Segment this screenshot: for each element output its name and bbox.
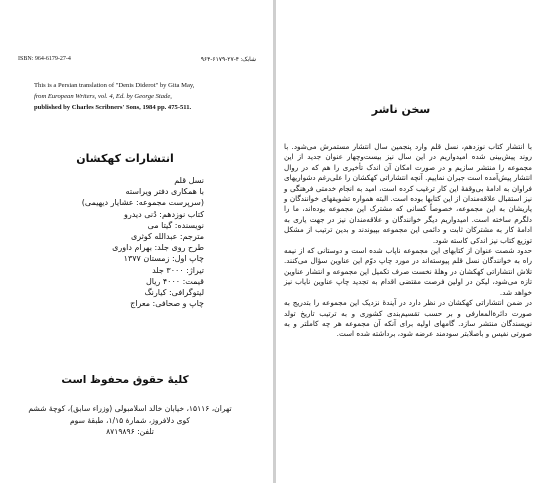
rights-reserved: کلیهٔ حقوق محفوظ است bbox=[61, 374, 189, 386]
colophon-line: مترجم: عبدالله کوثری bbox=[131, 232, 204, 242]
colophon-line: چاپ اول: زمستان ۱۳۷۷ bbox=[123, 254, 204, 264]
colophon-line: چاپ و صحافی: معراج bbox=[130, 299, 204, 309]
isbn-persian: شابک: ۴-۲۷-۶۱۷۹-۹۶۴ bbox=[200, 57, 256, 63]
credit-line: This is a Persian translation of "Denis Diderot" by Gita May, bbox=[34, 82, 195, 89]
colophon-line: کتاب نوزدهم: دُنی دیدرو bbox=[123, 209, 204, 219]
foreword-paragraph: در ضمن انتشاراتی کهکشان در نظر دارد در آیندهٔ نزدیک این مجموعه را بتدریج به صورت دائرةالمعارفی و بر حسب تقسیم‌بندی کشوری و به ترتیب تاریخ تولد نویسندگان منتشر سازد. گامهای اولیه برای آنکه آن مجموعه هر چه کاملتر و به صورتی نفیس و باصلابتر سودمند عرضه شود، برداشته شده است. bbox=[284, 298, 532, 339]
publisher-address bbox=[16, 403, 244, 438]
colophon-line: (سرپرست مجموعه: عشایار دیهیمی) bbox=[81, 198, 204, 208]
colophon-line: طرح روی جلد: بهرام داوری bbox=[112, 243, 204, 253]
isbn-line bbox=[18, 56, 256, 63]
foreword-paragraph: با انتشار کتاب نوزدهم، نسل قلم وارد پنجمین سال انتشار مستمرش می‌شود. با روند پیش‌بینی شده امیدواریم در این سال نیز بیست‌وچهار عنوان جدید از این مجموعه را منتشر سازیم و در صورت امکان آن اندک تأخیری را هم که در روال انتشار پیش‌آمده است جبران نماییم. آنچه انتشاراتی کهکشان را علی‌رغم دشواریهای فراوان به ادامهٔ بی‌وقفهٔ این کار ترغیب کرده است، امید به انجام خدمتی فرهنگی و نیز استقبال علاقه‌مندان از این کتابها بوده است. البته همواره تشویقهای خوانندگان و یاریشان به این مجموعه، خصوصاً کسانی که مشترک این مجموعه بوده‌اند، ما را دلگرم ساخته است. امیدواریم دیگر خوانندگان و علاقه‌مندان نیز در جهت یاری به ادامهٔ کار به مشترکان ثابت و دائمی این مجموعه بپیوندند و بدین ترتیب از مشکل توزیع کتاب نیز اندکی کاسته شود. bbox=[284, 142, 532, 245]
address-line: کوی دلافروز، شمارهٔ ۱/۱۵، طبقهٔ سوم bbox=[69, 415, 191, 425]
credit-line: from European Writers, vol. 4, Ed. by George Stade, bbox=[34, 93, 172, 100]
credit-line: published by Charles Scribners' Sons, 1984 pp. 475-511. bbox=[34, 104, 192, 111]
colophon-line: تیراژ: ۳۰۰۰ جلد bbox=[152, 265, 204, 275]
colophon-line: قیمت: ۴۰۰۰ ریال bbox=[145, 276, 204, 286]
foreword-body bbox=[284, 142, 532, 340]
publisher-name: انتشارات کهکشان bbox=[76, 152, 174, 165]
colophon-line: نویسنده: گیتا می bbox=[147, 220, 204, 230]
right-page-foreword bbox=[276, 0, 550, 483]
foreword-paragraph: حدود شصت عنوان از کتابهای این مجموعه ناپاب شده است و دوستانی که از نیمه راه به خوانندگان نسل قلم پیوسته‌اند در مورد چاپ دوّم این عناوین سؤال می‌کنند. تلاش انتشاراتی کهکشان در وهلهٔ نخست صرف تکمیل این مجموعه و انتشار عناوین تازه می‌شود، لیکن در اولین فرصت مقتضی اقدام به تجدید چاپ عناوین نایاب نیز خواهد شد. bbox=[284, 246, 532, 297]
left-page-copyright bbox=[0, 0, 273, 483]
isbn-english: ISBN: 964-6179-27-4 bbox=[18, 56, 71, 62]
colophon-line: لیتوگرافی: کیارنگ bbox=[144, 288, 204, 298]
phone-line: تلفن: ۸۷۱۹۸۹۶ bbox=[106, 427, 154, 436]
address-line: تهران، ۱۵۱۱۶، خیابان خالد اسلامبولی (وزراء سابق)، کوچهٔ ششم bbox=[28, 404, 232, 413]
foreword-heading: سخن ناشر bbox=[371, 103, 431, 116]
colophon bbox=[14, 175, 204, 309]
colophon-line: با همکاری دفتر ویراسته bbox=[125, 187, 204, 197]
translation-credits bbox=[34, 80, 254, 113]
series-title: نسل قلم bbox=[174, 176, 204, 185]
